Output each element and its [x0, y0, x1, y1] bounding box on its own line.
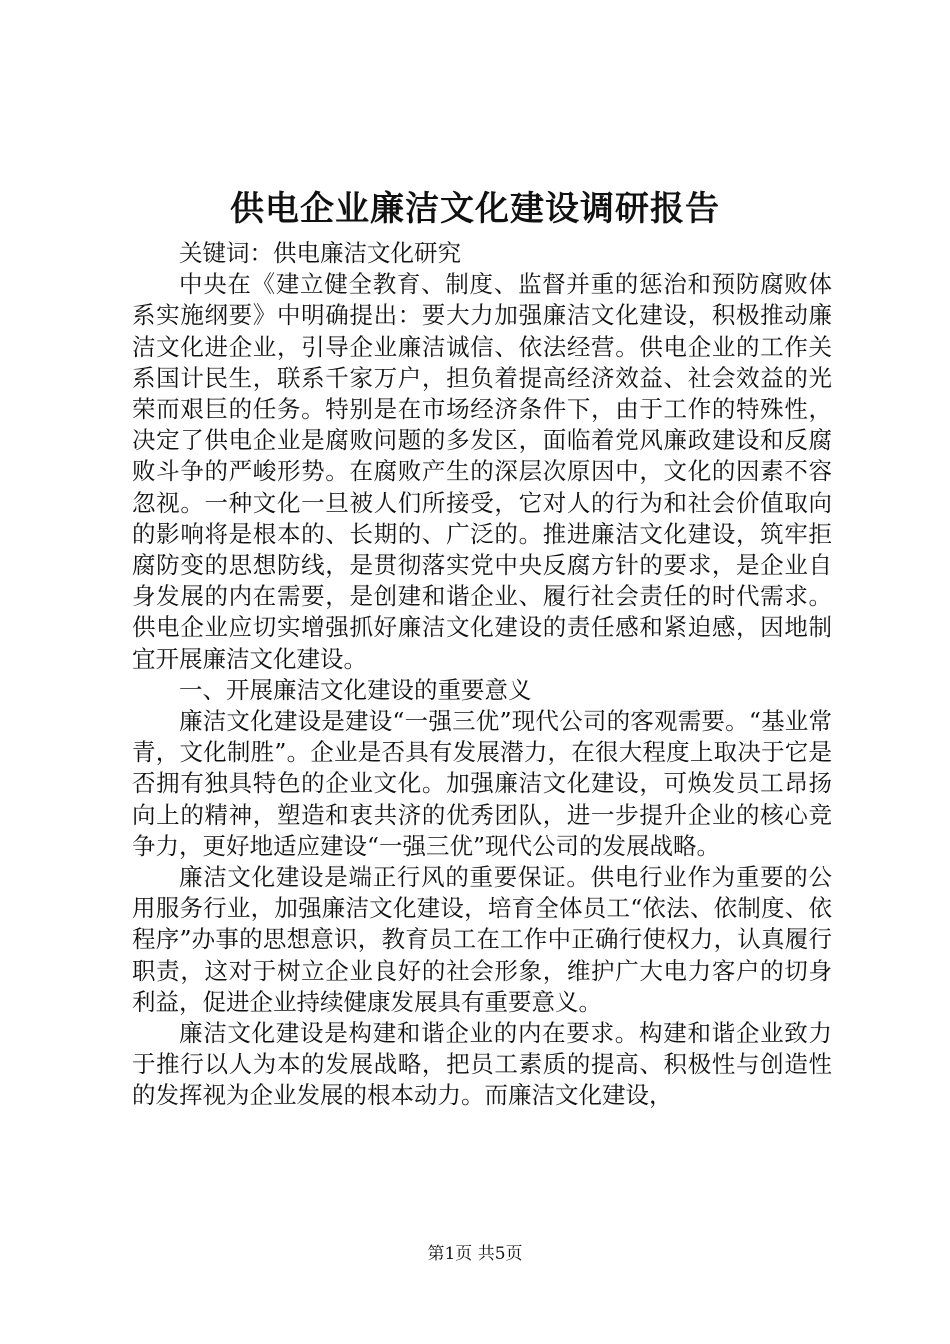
- body-paragraph: 廉洁文化建设是构建和谐企业的内在要求。构建和谐企业致力于推行以人为本的发展战略，把员工素质的提高、积极性与创造性的发挥视为企业发展的根本动力。而廉洁文化建设，: [132, 1019, 832, 1110]
- intro-paragraph: 中央在《建立健全教育、制度、监督并重的惩治和预防腐败体系实施纲要》中明确提出：要大力加强廉洁文化建设，积极推动廉洁文化进企业，引导企业廉洁诚信、依法经营。供电企业的工作关系国计民生，联系千家万户，担负着提高经济效益、社会效益的光荣而艰巨的任务。特别是在市场经济条件下，由于工作的特殊性，决定了供电企业是腐败问题的多发区，面临着党风廉政建设和反腐败斗争的严峻形势。在腐败产生的深层次原因中，文化的因素不容忽视。一种文化一旦被人们所接受，它对人的行为和社会价值取向的影响将是根本的、长期的、广泛的。推进廉洁文化建设，筑牢拒腐防变的思想防线，是贯彻落实党中央反腐方针的要求，是企业自身发展的内在需要，是创建和谐企业、履行社会责任的时代需求。供电企业应切实增强抓好廉洁文化建设的责任感和紧迫感，因地制宜开展廉洁文化建设。: [132, 270, 832, 673]
- page-number-footer: 第1页 共5页: [427, 1244, 523, 1264]
- document-body: [132, 238, 832, 1112]
- keywords-paragraph: 关键词：供电廉洁文化研究: [179, 239, 461, 267]
- document-title: 供电企业廉洁文化建设调研报告: [230, 189, 720, 229]
- section-heading: 一、开展廉洁文化建设的重要意义: [179, 675, 532, 704]
- body-paragraph: 廉洁文化建设是端正行风的重要保证。供电行业作为重要的公用服务行业，加强廉洁文化建设，培育全体员工“依法、依制度、依程序”办事的思想意识，教育员工在工作中正确行使权力，认真履行职责，这对于树立企业良好的社会形象，维护广大电力客户的切身利益，促进企业持续健康发展具有重要意义。: [132, 863, 832, 1016]
- body-paragraph: 廉洁文化建设是建设“一强三优”现代公司的客观需要。“基业常青，文化制胜”。企业是否具有发展潜力，在很大程度上取决于它是否拥有独具特色的企业文化。加强廉洁文化建设，可焕发员工昂扬向上的精神，塑造和衷共济的优秀团队，进一步提升企业的核心竞争力，更好地适应建设“一强三优”现代公司的发展战略。: [132, 707, 832, 860]
